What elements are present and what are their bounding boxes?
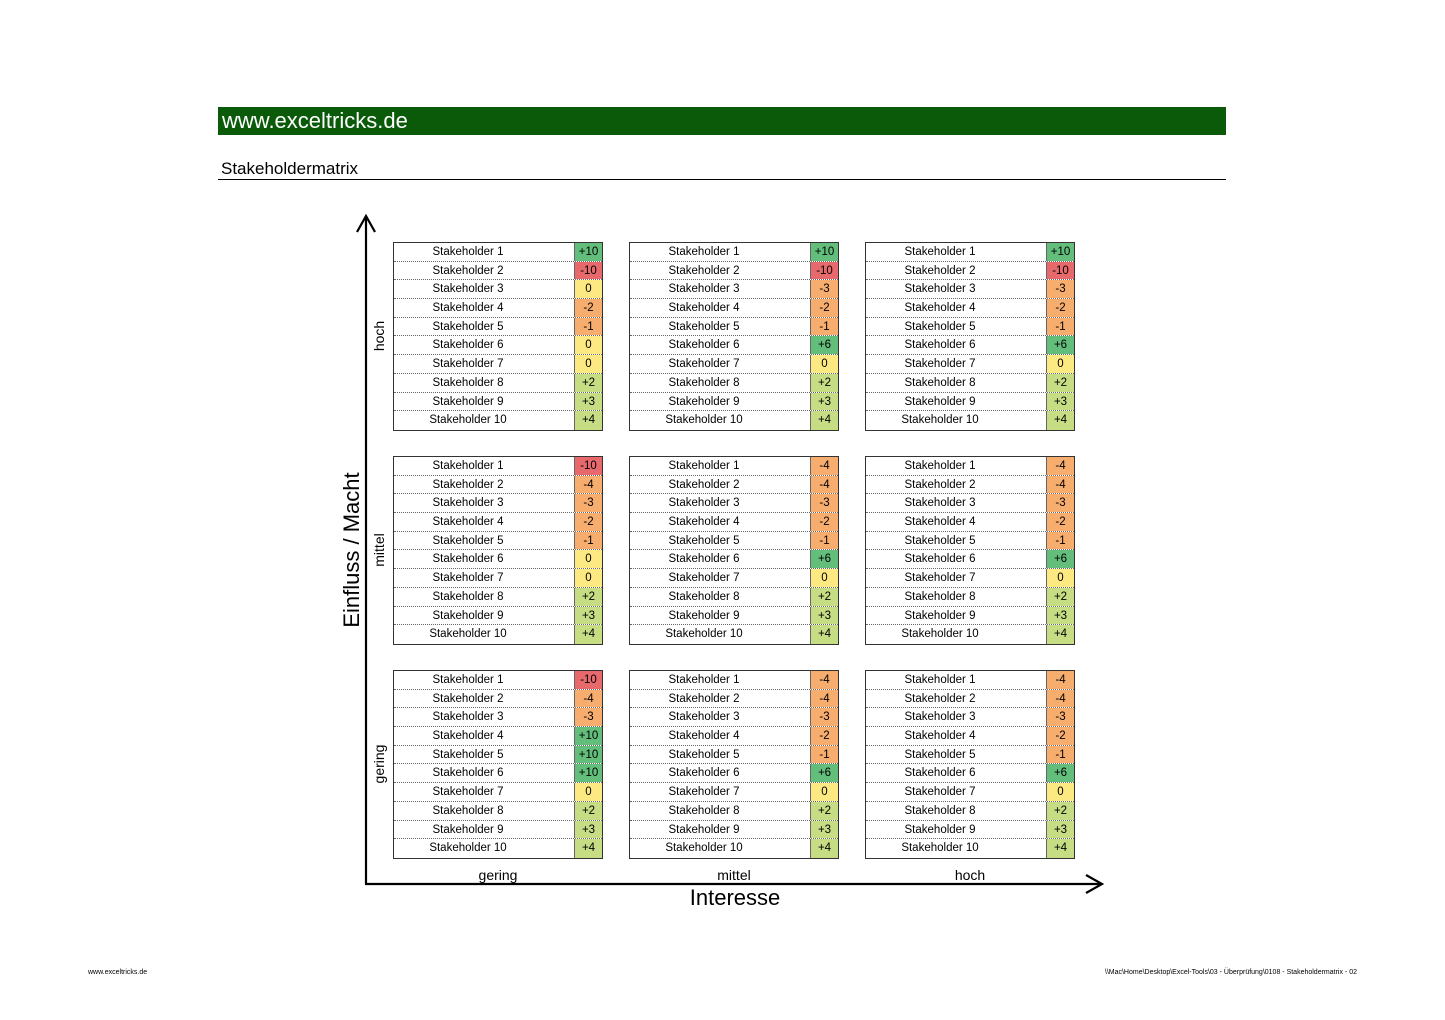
stakeholder-name: Stakeholder 2 xyxy=(668,264,740,277)
matrix-cell-hoch-mittel xyxy=(629,242,839,431)
table-row xyxy=(866,513,1074,532)
stakeholder-name: Stakeholder 9 xyxy=(432,395,504,408)
score-value: -4 xyxy=(810,457,838,475)
table-row xyxy=(630,839,838,858)
stakeholder-name: Stakeholder 5 xyxy=(432,534,504,547)
score-value: -10 xyxy=(574,262,602,280)
score-value: +6 xyxy=(1046,550,1074,568)
stakeholder-name: Stakeholder 7 xyxy=(668,786,740,799)
table-row xyxy=(394,374,602,393)
score-value: +2 xyxy=(1046,374,1074,392)
score-value: -4 xyxy=(1046,690,1074,708)
score-value: +2 xyxy=(1046,588,1074,606)
stakeholder-name: Stakeholder 1 xyxy=(904,674,976,686)
table-row xyxy=(394,569,602,588)
table-row xyxy=(630,355,838,374)
x-axis-title: Interesse xyxy=(689,885,781,910)
stakeholder-name: Stakeholder 3 xyxy=(904,283,976,296)
score-value: +6 xyxy=(1046,764,1074,782)
table-row xyxy=(630,569,838,588)
table-row xyxy=(866,336,1074,355)
score-value: +4 xyxy=(574,411,602,430)
table-row xyxy=(394,607,602,626)
stakeholder-name: Stakeholder 8 xyxy=(432,376,504,389)
stakeholder-name: Stakeholder 6 xyxy=(904,339,976,352)
score-value: +10 xyxy=(1046,243,1074,261)
stakeholder-name: Stakeholder 3 xyxy=(432,711,504,724)
stakeholder-name: Stakeholder 9 xyxy=(904,823,976,836)
stakeholder-name: Stakeholder 9 xyxy=(904,395,976,408)
score-value: -3 xyxy=(810,494,838,512)
score-value: -1 xyxy=(1046,746,1074,764)
matrix-cell-gering-mittel xyxy=(629,670,839,859)
matrix-cell-gering-hoch xyxy=(865,670,1075,859)
table-row xyxy=(394,690,602,709)
table-row xyxy=(866,411,1074,430)
table-row xyxy=(394,243,602,262)
x-level-gering: gering xyxy=(478,867,518,883)
stakeholder-name: Stakeholder 2 xyxy=(668,478,740,491)
stakeholder-name: Stakeholder 6 xyxy=(668,767,740,780)
stakeholder-name: Stakeholder 2 xyxy=(904,478,976,491)
stakeholder-name: Stakeholder 2 xyxy=(904,692,976,705)
table-row xyxy=(630,783,838,802)
banner: www.exceltricks.de xyxy=(218,107,1226,135)
stakeholder-name: Stakeholder 1 xyxy=(668,246,740,258)
stakeholder-name: Stakeholder 4 xyxy=(432,730,504,743)
stakeholder-name: Stakeholder 7 xyxy=(432,358,504,371)
score-value: -2 xyxy=(810,299,838,317)
table-row xyxy=(866,532,1074,551)
table-row xyxy=(866,355,1074,374)
score-value: 0 xyxy=(810,355,838,373)
stakeholder-name: Stakeholder 8 xyxy=(432,804,504,817)
stakeholder-name: Stakeholder 9 xyxy=(904,609,976,622)
table-row xyxy=(394,708,602,727)
table-row xyxy=(394,783,602,802)
score-value: -3 xyxy=(1046,708,1074,726)
score-value: -4 xyxy=(574,476,602,494)
stakeholder-name: Stakeholder 1 xyxy=(668,674,740,686)
table-row xyxy=(394,262,602,281)
table-row xyxy=(394,411,602,430)
score-value: -10 xyxy=(574,457,602,475)
score-value: -2 xyxy=(574,513,602,531)
stakeholder-name: Stakeholder 7 xyxy=(432,786,504,799)
score-value: -3 xyxy=(574,708,602,726)
x-level-hoch: hoch xyxy=(954,867,986,883)
table-row xyxy=(630,671,838,690)
stakeholder-name: Stakeholder 1 xyxy=(432,460,504,472)
table-row xyxy=(866,625,1074,644)
stakeholder-name: Stakeholder 10 xyxy=(429,414,507,427)
table-row xyxy=(394,476,602,495)
score-value: -4 xyxy=(1046,671,1074,689)
stakeholder-name: Stakeholder 4 xyxy=(668,516,740,529)
score-value: +10 xyxy=(574,746,602,764)
score-value: +4 xyxy=(574,625,602,644)
score-value: +3 xyxy=(574,393,602,411)
stakeholder-name: Stakeholder 8 xyxy=(668,804,740,817)
x-level-mittel: mittel xyxy=(717,867,751,883)
table-row xyxy=(630,393,838,412)
score-value: -4 xyxy=(1046,476,1074,494)
score-value: -10 xyxy=(810,262,838,280)
stakeholder-name: Stakeholder 1 xyxy=(904,246,976,258)
stakeholder-name: Stakeholder 10 xyxy=(901,842,979,855)
table-row xyxy=(630,494,838,513)
score-value: +3 xyxy=(1046,393,1074,411)
table-row xyxy=(866,671,1074,690)
stakeholder-name: Stakeholder 3 xyxy=(432,497,504,510)
stakeholder-name: Stakeholder 3 xyxy=(432,283,504,296)
table-row xyxy=(630,243,838,262)
score-value: -4 xyxy=(1046,457,1074,475)
score-value: -3 xyxy=(574,494,602,512)
y-level-mittel: mittel xyxy=(371,533,387,567)
table-row xyxy=(866,243,1074,262)
stakeholder-name: Stakeholder 2 xyxy=(432,478,504,491)
table-row xyxy=(866,727,1074,746)
score-value: -2 xyxy=(810,727,838,745)
score-value: 0 xyxy=(574,280,602,298)
score-value: +2 xyxy=(810,802,838,820)
stakeholder-name: Stakeholder 8 xyxy=(668,590,740,603)
stakeholder-name: Stakeholder 5 xyxy=(432,748,504,761)
table-row xyxy=(630,374,838,393)
score-value: -3 xyxy=(1046,494,1074,512)
stakeholder-name: Stakeholder 9 xyxy=(668,395,740,408)
score-value: -1 xyxy=(810,746,838,764)
table-row xyxy=(394,550,602,569)
score-value: +6 xyxy=(810,764,838,782)
table-row xyxy=(394,513,602,532)
score-value: +3 xyxy=(810,607,838,625)
score-value: +3 xyxy=(810,821,838,839)
stakeholder-name: Stakeholder 10 xyxy=(901,414,979,427)
table-row xyxy=(630,299,838,318)
stakeholder-name: Stakeholder 3 xyxy=(668,497,740,510)
matrix-cell-mittel-mittel xyxy=(629,456,839,645)
table-row xyxy=(630,727,838,746)
score-value: 0 xyxy=(1046,569,1074,587)
stakeholder-name: Stakeholder 1 xyxy=(432,674,504,686)
stakeholder-name: Stakeholder 10 xyxy=(665,414,743,427)
score-value: 0 xyxy=(810,783,838,801)
score-value: -1 xyxy=(574,318,602,336)
table-row xyxy=(866,802,1074,821)
stakeholder-name: Stakeholder 5 xyxy=(668,748,740,761)
matrix-cell-hoch-gering xyxy=(393,242,603,431)
table-row xyxy=(630,708,838,727)
stakeholder-name: Stakeholder 7 xyxy=(668,358,740,371)
table-row xyxy=(630,550,838,569)
table-row xyxy=(394,588,602,607)
table-row xyxy=(394,764,602,783)
score-value: +2 xyxy=(574,588,602,606)
table-row xyxy=(866,280,1074,299)
table-row xyxy=(394,393,602,412)
stakeholder-name: Stakeholder 6 xyxy=(432,553,504,566)
score-value: +4 xyxy=(1046,411,1074,430)
table-row xyxy=(866,708,1074,727)
stakeholder-name: Stakeholder 4 xyxy=(432,302,504,315)
stakeholder-name: Stakeholder 1 xyxy=(432,246,504,258)
stakeholder-name: Stakeholder 4 xyxy=(904,730,976,743)
table-row xyxy=(866,821,1074,840)
stakeholder-name: Stakeholder 2 xyxy=(432,692,504,705)
table-row xyxy=(630,532,838,551)
table-row xyxy=(394,727,602,746)
stakeholder-name: Stakeholder 4 xyxy=(904,302,976,315)
stakeholder-name: Stakeholder 6 xyxy=(904,767,976,780)
stakeholder-name: Stakeholder 5 xyxy=(904,748,976,761)
table-row xyxy=(394,457,602,476)
stakeholder-name: Stakeholder 10 xyxy=(429,628,507,641)
score-value: -3 xyxy=(810,708,838,726)
table-row xyxy=(630,318,838,337)
stakeholder-name: Stakeholder 5 xyxy=(432,320,504,333)
score-value: +2 xyxy=(574,802,602,820)
table-row xyxy=(630,336,838,355)
score-value: +3 xyxy=(574,607,602,625)
score-value: +4 xyxy=(810,625,838,644)
stakeholder-name: Stakeholder 4 xyxy=(904,516,976,529)
stakeholder-name: Stakeholder 8 xyxy=(432,590,504,603)
table-row xyxy=(630,690,838,709)
stakeholder-name: Stakeholder 4 xyxy=(668,730,740,743)
table-row xyxy=(394,802,602,821)
stakeholder-name: Stakeholder 5 xyxy=(668,534,740,547)
table-row xyxy=(866,764,1074,783)
stakeholder-name: Stakeholder 7 xyxy=(668,572,740,585)
score-value: -10 xyxy=(1046,262,1074,280)
table-row xyxy=(630,588,838,607)
stakeholder-name: Stakeholder 8 xyxy=(904,590,976,603)
table-row xyxy=(394,839,602,858)
score-value: -1 xyxy=(1046,532,1074,550)
stakeholder-name: Stakeholder 3 xyxy=(904,497,976,510)
stakeholder-name: Stakeholder 10 xyxy=(901,628,979,641)
score-value: -4 xyxy=(574,690,602,708)
score-value: +3 xyxy=(1046,607,1074,625)
table-row xyxy=(630,607,838,626)
table-row xyxy=(394,494,602,513)
stakeholder-name: Stakeholder 10 xyxy=(665,628,743,641)
stakeholder-name: Stakeholder 9 xyxy=(432,609,504,622)
score-value: +2 xyxy=(574,374,602,392)
stakeholder-name: Stakeholder 10 xyxy=(429,842,507,855)
stakeholder-name: Stakeholder 8 xyxy=(668,376,740,389)
table-row xyxy=(866,494,1074,513)
score-value: -2 xyxy=(1046,727,1074,745)
score-value: -2 xyxy=(1046,513,1074,531)
score-value: -3 xyxy=(810,280,838,298)
score-value: +2 xyxy=(810,374,838,392)
stakeholder-name: Stakeholder 2 xyxy=(432,264,504,277)
score-value: -1 xyxy=(810,318,838,336)
score-value: -1 xyxy=(810,532,838,550)
table-row xyxy=(866,569,1074,588)
table-row xyxy=(866,393,1074,412)
table-row xyxy=(866,746,1074,765)
y-level-gering: gering xyxy=(371,744,387,784)
stakeholder-name: Stakeholder 4 xyxy=(432,516,504,529)
score-value: +10 xyxy=(810,243,838,261)
stakeholder-name: Stakeholder 7 xyxy=(904,358,976,371)
score-value: +4 xyxy=(810,839,838,858)
stakeholder-name: Stakeholder 7 xyxy=(904,786,976,799)
score-value: -2 xyxy=(1046,299,1074,317)
stakeholder-name: Stakeholder 6 xyxy=(432,767,504,780)
score-value: 0 xyxy=(1046,355,1074,373)
stakeholder-name: Stakeholder 6 xyxy=(904,553,976,566)
table-row xyxy=(394,318,602,337)
table-row xyxy=(630,625,838,644)
stakeholder-name: Stakeholder 4 xyxy=(668,302,740,315)
score-value: +3 xyxy=(574,821,602,839)
score-value: +6 xyxy=(810,550,838,568)
page-title: Stakeholdermatrix xyxy=(218,158,1226,180)
matrix-cell-mittel-gering xyxy=(393,456,603,645)
score-value: +4 xyxy=(810,411,838,430)
table-row xyxy=(630,802,838,821)
table-row xyxy=(394,355,602,374)
table-row xyxy=(866,262,1074,281)
table-row xyxy=(394,625,602,644)
stakeholder-name: Stakeholder 6 xyxy=(668,553,740,566)
score-value: -4 xyxy=(810,690,838,708)
table-row xyxy=(394,821,602,840)
table-row xyxy=(630,411,838,430)
stakeholder-name: Stakeholder 5 xyxy=(668,320,740,333)
stakeholder-name: Stakeholder 2 xyxy=(904,264,976,277)
stakeholder-name: Stakeholder 2 xyxy=(668,692,740,705)
score-value: +4 xyxy=(574,839,602,858)
score-value: 0 xyxy=(810,569,838,587)
table-row xyxy=(866,299,1074,318)
table-row xyxy=(630,476,838,495)
table-row xyxy=(630,457,838,476)
stakeholder-name: Stakeholder 3 xyxy=(668,283,740,296)
stakeholder-name: Stakeholder 3 xyxy=(668,711,740,724)
y-level-hoch: hoch xyxy=(371,320,387,352)
score-value: -4 xyxy=(810,671,838,689)
table-row xyxy=(630,764,838,783)
stakeholder-name: Stakeholder 6 xyxy=(432,339,504,352)
stakeholder-name: Stakeholder 9 xyxy=(668,823,740,836)
matrix-cell-gering-gering xyxy=(393,670,603,859)
table-row xyxy=(394,671,602,690)
score-value: -3 xyxy=(1046,280,1074,298)
stakeholder-name: Stakeholder 1 xyxy=(668,460,740,472)
table-row xyxy=(394,336,602,355)
table-row xyxy=(866,839,1074,858)
table-row xyxy=(866,318,1074,337)
stakeholder-name: Stakeholder 3 xyxy=(904,711,976,724)
stakeholder-name: Stakeholder 6 xyxy=(668,339,740,352)
score-value: -1 xyxy=(574,532,602,550)
table-row xyxy=(866,550,1074,569)
score-value: -10 xyxy=(574,671,602,689)
score-value: +2 xyxy=(1046,802,1074,820)
score-value: -4 xyxy=(810,476,838,494)
table-row xyxy=(866,783,1074,802)
score-value: 0 xyxy=(574,569,602,587)
stakeholder-name: Stakeholder 7 xyxy=(432,572,504,585)
score-value: -2 xyxy=(810,513,838,531)
score-value: +10 xyxy=(574,727,602,745)
matrix-cell-mittel-hoch xyxy=(865,456,1075,645)
score-value: +6 xyxy=(810,336,838,354)
table-row xyxy=(394,280,602,299)
score-value: -2 xyxy=(574,299,602,317)
score-value: +3 xyxy=(810,393,838,411)
stakeholder-name: Stakeholder 9 xyxy=(668,609,740,622)
table-row xyxy=(630,746,838,765)
score-value: +6 xyxy=(1046,336,1074,354)
stakeholder-name: Stakeholder 5 xyxy=(904,534,976,547)
score-value: +4 xyxy=(1046,625,1074,644)
table-row xyxy=(394,746,602,765)
score-value: 0 xyxy=(574,550,602,568)
table-row xyxy=(866,607,1074,626)
table-row xyxy=(630,821,838,840)
score-value: 0 xyxy=(1046,783,1074,801)
score-value: 0 xyxy=(574,336,602,354)
score-value: +4 xyxy=(1046,839,1074,858)
score-value: +10 xyxy=(574,764,602,782)
footer-right: \\Mac\Home\Desktop\Excel-Tools\03 - Überprüfung\0108 - Stakeholdermatrix - 02 xyxy=(1104,969,1357,976)
score-value: 0 xyxy=(574,355,602,373)
score-value: +3 xyxy=(1046,821,1074,839)
table-row xyxy=(866,457,1074,476)
stakeholder-name: Stakeholder 8 xyxy=(904,376,976,389)
score-value: -1 xyxy=(1046,318,1074,336)
stakeholder-name: Stakeholder 9 xyxy=(432,823,504,836)
score-value: +10 xyxy=(574,243,602,261)
table-row xyxy=(630,262,838,281)
table-row xyxy=(630,280,838,299)
table-row xyxy=(866,476,1074,495)
y-axis-title: Einfluss / Macht xyxy=(339,472,364,628)
table-row xyxy=(394,532,602,551)
footer-left: www.exceltricks.de xyxy=(88,969,148,976)
table-row xyxy=(394,299,602,318)
table-row xyxy=(866,374,1074,393)
table-row xyxy=(630,513,838,532)
stakeholder-name: Stakeholder 7 xyxy=(904,572,976,585)
stakeholder-name: Stakeholder 8 xyxy=(904,804,976,817)
score-value: 0 xyxy=(574,783,602,801)
table-row xyxy=(866,690,1074,709)
score-value: +2 xyxy=(810,588,838,606)
matrix-cell-hoch-hoch xyxy=(865,242,1075,431)
stakeholder-name: Stakeholder 10 xyxy=(665,842,743,855)
stakeholder-name: Stakeholder 1 xyxy=(904,460,976,472)
table-row xyxy=(866,588,1074,607)
stakeholder-name: Stakeholder 5 xyxy=(904,320,976,333)
